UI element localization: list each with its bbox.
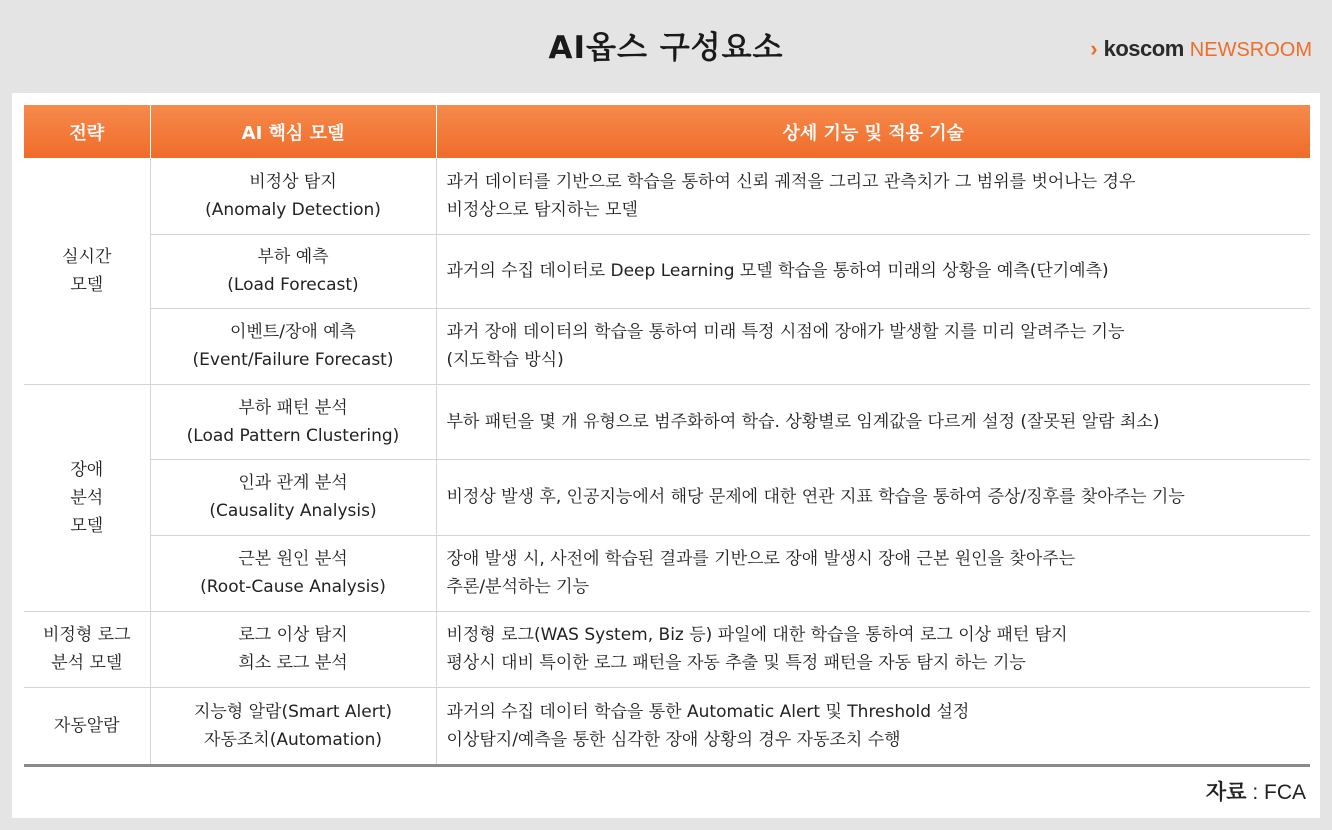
- model-name: 로그 이상 탐지: [238, 625, 348, 645]
- strategy-text: 비정형 로그: [42, 625, 131, 645]
- model-cell: [150, 308, 436, 384]
- source-separator: :: [1246, 781, 1264, 804]
- header-ai-model: AI 핵심 모델: [150, 105, 436, 158]
- aiops-components-table: [24, 105, 1310, 767]
- model-cell: [150, 384, 436, 459]
- table-row: [24, 687, 1310, 765]
- strategy-cell: [24, 158, 150, 384]
- model-cell: [150, 687, 436, 765]
- model-cell: [150, 158, 436, 234]
- detail-text: 과거의 수집 데이터로 Deep Learning 모델 학습을 통하여 미래의 상황을 예측(단기예측): [446, 261, 1109, 281]
- chevron-right-icon: ›: [1090, 36, 1098, 61]
- strategy-cell: [24, 384, 150, 611]
- detail-cell: [436, 459, 1310, 535]
- header-strategy: 전략: [24, 105, 150, 158]
- model-cell: [150, 234, 436, 308]
- detail-cell: [436, 535, 1310, 611]
- model-name: 부하 예측: [257, 247, 329, 267]
- detail-text: 장애 발생 시, 사전에 학습된 결과를 기반으로 장애 발생시 장애 근본 원인을 찾아주는: [446, 549, 1076, 569]
- detail-cell: [436, 308, 1310, 384]
- brand-name: koscom: [1103, 36, 1184, 61]
- model-name: 인과 관계 분석: [238, 473, 348, 493]
- model-name-en: (Load Forecast): [227, 275, 359, 295]
- detail-cell: [436, 611, 1310, 687]
- model-name: 비정상 탐지: [249, 171, 337, 192]
- model-name: 부하 패턴 분석: [238, 397, 348, 418]
- detail-cell: [436, 158, 1310, 234]
- model-name-en: (Anomaly Detection): [205, 199, 381, 220]
- page-title: AI옵스 구성요소: [548, 30, 784, 66]
- model-cell: [150, 459, 436, 535]
- table-row: [24, 611, 1310, 687]
- model-name-en: (Root-Cause Analysis): [200, 577, 386, 597]
- detail-text: 비정형 로그(WAS System, Biz 등) 파일에 대한 학습을 통하여 로그 이상 패턴 탐지: [446, 625, 1068, 645]
- table-row: [24, 384, 1310, 459]
- strategy-text: 장애: [70, 459, 104, 480]
- table-row: [24, 158, 1310, 234]
- model-cell: [150, 535, 436, 611]
- koscom-newsroom-logo[interactable]: [1090, 36, 1312, 62]
- model-name: 근본 원인 분석: [238, 549, 348, 569]
- source-value: FCA: [1264, 781, 1306, 804]
- table-header-row: [24, 105, 1310, 158]
- strategy-text: 모델: [70, 274, 104, 295]
- detail-text: 과거의 수집 데이터 학습을 통한 Automatic Alert 및 Threshold 설정: [446, 701, 970, 722]
- strategy-text: 자동알람: [53, 715, 120, 736]
- model-name-en: (Load Pattern Clustering): [186, 425, 400, 446]
- strategy-text: 분석 모델: [51, 653, 123, 673]
- detail-text: 추론/분석하는 기능: [446, 577, 590, 597]
- table-row: [24, 234, 1310, 308]
- strategy-cell: [24, 611, 150, 687]
- detail-cell: [436, 687, 1310, 765]
- detail-text: 비정상 발생 후, 인공지능에서 해당 문제에 대한 연관 지표 학습을 통하여 증상/징후를 찾아주는 기능: [446, 487, 1185, 507]
- detail-cell: [436, 234, 1310, 308]
- strategy-text: 실시간: [62, 246, 112, 267]
- detail-text: 부하 패턴을 몇 개 유형으로 범주화하여 학습. 상황별로 임계값을 다르게 설정 (잘못된 알람 최소): [446, 411, 1160, 432]
- strategy-text: 분석: [70, 487, 104, 508]
- model-name: 자동조치(Automation): [204, 729, 382, 750]
- detail-text: 평상시 대비 특이한 로그 패턴을 자동 추출 및 특정 패턴을 자동 탐지 하는 기능: [446, 653, 1026, 673]
- table-row: [24, 459, 1310, 535]
- model-name-en: (Event/Failure Forecast): [192, 350, 394, 370]
- strategy-text: 모델: [70, 515, 104, 536]
- content-panel: [12, 93, 1320, 818]
- detail-text: 비정상으로 탐지하는 모델: [446, 199, 638, 220]
- model-name: 희소 로그 분석: [238, 653, 348, 673]
- model-cell: [150, 611, 436, 687]
- detail-text: 과거 데이터를 기반으로 학습을 통하여 신뢰 궤적을 그리고 관측치가 그 범위를 벗어나는 경우: [446, 171, 1136, 192]
- model-name: 지능형 알람(Smart Alert): [193, 701, 393, 722]
- source-note: [1206, 776, 1306, 806]
- detail-cell: [436, 384, 1310, 459]
- brand-subtitle: NEWSROOM: [1189, 39, 1312, 61]
- detail-text: 과거 장애 데이터의 학습을 통하여 미래 특정 시점에 장애가 발생할 지를 미리 알려주는 기능: [446, 322, 1125, 342]
- model-name: 이벤트/장애 예측: [229, 322, 357, 342]
- detail-text: 이상탐지/예측을 통한 심각한 장애 상황의 경우 자동조치 수행: [446, 729, 901, 750]
- header-detail: 상세 기능 및 적용 기술: [436, 105, 1310, 158]
- source-label: 자료: [1205, 781, 1247, 804]
- detail-text: (지도학습 방식): [446, 350, 564, 370]
- model-name-en: (Causality Analysis): [209, 501, 377, 521]
- table-row: [24, 308, 1310, 384]
- strategy-cell: [24, 687, 150, 765]
- table-row: [24, 535, 1310, 611]
